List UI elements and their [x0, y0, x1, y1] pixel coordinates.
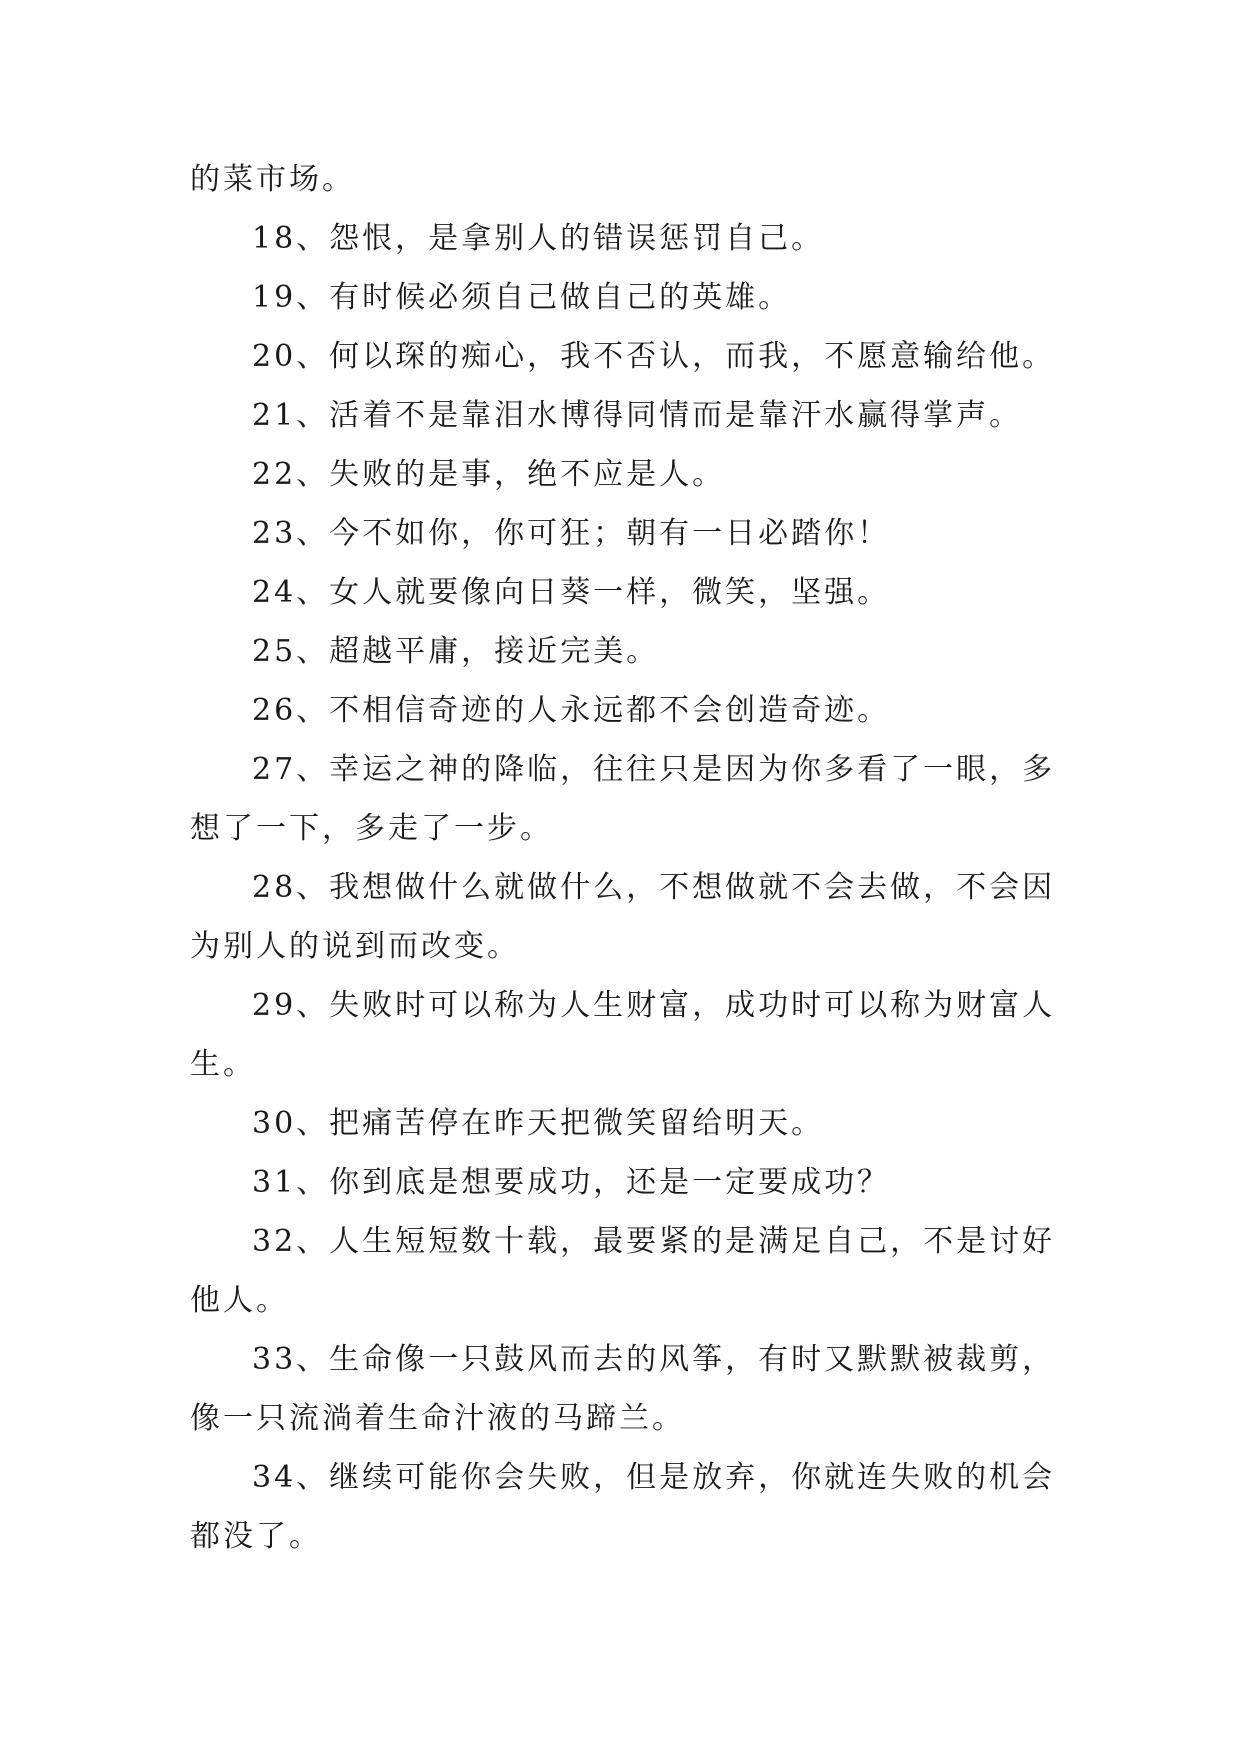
quote-22: 22、失败的是事，绝不应是人。 — [252, 457, 726, 492]
quote-33: 33、生命像一只鼓风而去的风筝，有时又默默被裁剪，像一只流淌着生命汁液的马蹄兰。 — [190, 1342, 1056, 1436]
quote-34: 34、继续可能你会失败，但是放弃，你就连失败的机会都没了。 — [190, 1460, 1056, 1554]
quote-27: 27、幸运之神的降临，往往只是因为你多看了一眼，多想了一下，多走了一步。 — [190, 752, 1056, 846]
quote-31: 31、你到底是想要成功，还是一定要成功？ — [252, 1165, 891, 1200]
quote-19: 19、有时候必须自己做自己的英雄。 — [252, 280, 792, 315]
quote-29: 29、失败时可以称为人生财富，成功时可以称为财富人生。 — [190, 988, 1056, 1082]
quote-30: 30、把痛苦停在昨天把微笑留给明天。 — [252, 1106, 825, 1141]
paragraph-continuation: 的菜市场。 — [190, 162, 355, 197]
quote-24: 24、女人就要像向日葵一样，微笑，坚强。 — [252, 575, 891, 610]
quote-28: 28、我想做什么就做什么，不想做就不会去做，不会因为别人的说到而改变。 — [190, 870, 1056, 964]
quote-32: 32、人生短短数十载，最要紧的是满足自己，不是讨好他人。 — [190, 1224, 1056, 1318]
quote-23: 23、今不如你，你可狂；朝有一日必踏你！ — [252, 516, 891, 551]
quote-18: 18、怨恨，是拿别人的错误惩罚自己。 — [252, 221, 825, 256]
quote-26: 26、不相信奇迹的人永远都不会创造奇迹。 — [252, 693, 891, 728]
document-body — [190, 150, 1060, 1566]
quote-20: 20、何以琛的痴心，我不否认，而我，不愿意输给他。 — [252, 339, 1056, 374]
quote-21: 21、活着不是靠泪水博得同情而是靠汗水赢得掌声。 — [252, 398, 1023, 433]
quote-25: 25、超越平庸，接近完美。 — [252, 634, 660, 669]
